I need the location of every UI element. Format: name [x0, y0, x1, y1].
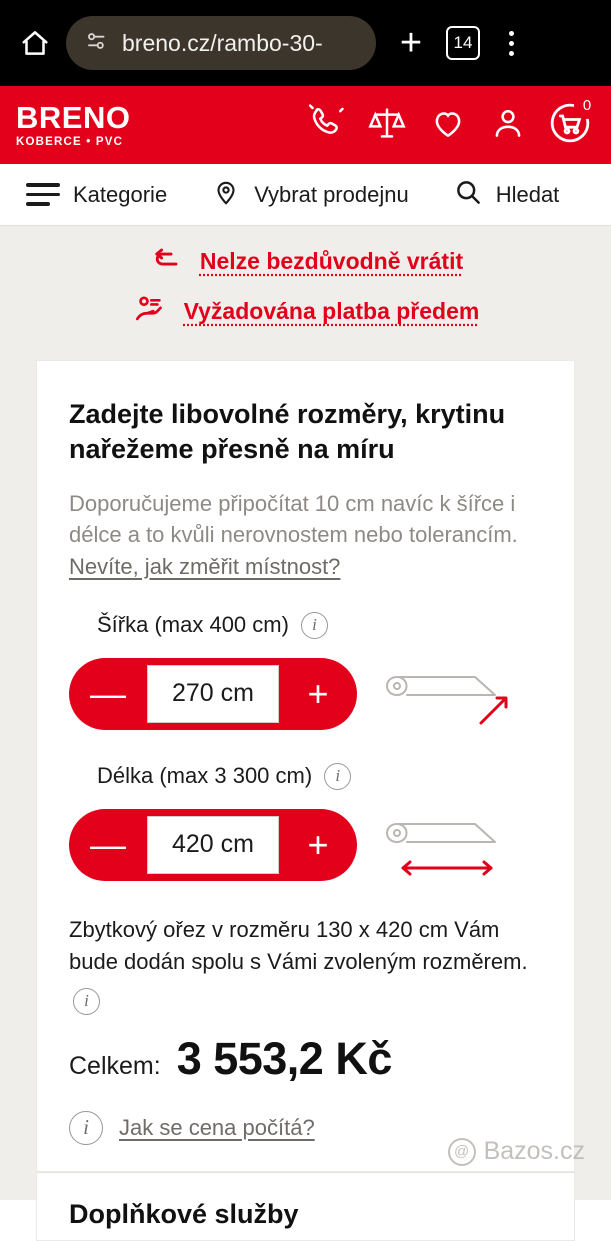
- carpet-roll-length-icon: [379, 802, 519, 888]
- width-input[interactable]: 270 cm: [147, 665, 279, 723]
- brand-logo[interactable]: [16, 102, 130, 148]
- cart-count-badge: 0: [574, 93, 600, 119]
- nav-item-vybrat-prodejnu[interactable]: [167, 177, 409, 213]
- at-sign-icon: @: [448, 1138, 476, 1166]
- browser-menu-icon[interactable]: [494, 31, 528, 56]
- measure-hint-text: Doporučujeme připočítat 10 cm navíc k šířce i délce a to kvůli nerovnostem nebo tolerancím.: [69, 491, 518, 548]
- trim-note: [69, 914, 542, 1015]
- total-price: 3 553,2 Kč: [176, 1032, 392, 1084]
- phone-icon[interactable]: [307, 104, 345, 147]
- heart-icon[interactable]: [429, 104, 467, 147]
- length-increment-button[interactable]: +: [307, 823, 329, 865]
- carpet-roll-width-icon: [379, 651, 519, 737]
- total-label: Celkem:: [69, 1051, 161, 1080]
- width-decrement-button[interactable]: —: [90, 672, 126, 714]
- card-title: Zadejte libovolné rozměry, krytinu nařežeme přesně na míru: [69, 399, 506, 464]
- url-bar[interactable]: [66, 16, 376, 70]
- width-field-label: [97, 612, 542, 639]
- search-icon: [453, 177, 483, 213]
- site-header: [0, 86, 611, 164]
- header-icon-group: [130, 97, 595, 149]
- nav-item-hledat-label: Hledat: [495, 181, 560, 207]
- user-icon[interactable]: [489, 104, 527, 147]
- measure-hint: [69, 488, 542, 582]
- measure-room-link[interactable]: Nevíte, jak změřit místnost?: [69, 553, 341, 579]
- return-arrow-icon: [148, 244, 184, 279]
- notice-no-return[interactable]: [0, 244, 611, 279]
- hamburger-icon: [26, 183, 60, 206]
- tab-counter-button[interactable]: 14: [446, 26, 480, 60]
- browser-toolbar: [0, 0, 611, 86]
- compare-scales-icon[interactable]: [367, 103, 407, 148]
- width-increment-button[interactable]: +: [307, 672, 329, 714]
- nav-item-kategorie-label: Kategorie: [73, 181, 168, 207]
- info-icon[interactable]: i: [301, 612, 328, 639]
- hand-coins-icon: [132, 293, 168, 330]
- cart-icon[interactable]: [549, 97, 592, 149]
- custom-size-card: [36, 360, 575, 1172]
- additional-services-card: [36, 1172, 575, 1241]
- nav-item-vybrat-prodejnu-label: Vybrat prodejnu: [254, 181, 409, 207]
- home-icon[interactable]: [18, 26, 52, 60]
- price-calculation-link[interactable]: Jak se cena počítá?: [119, 1114, 315, 1140]
- page-content: [0, 226, 611, 1229]
- site-permissions-icon[interactable]: [84, 28, 110, 59]
- product-notices: [0, 240, 611, 360]
- trim-note-text: Zbytkový ořez v rozměru 130 x 420 cm Vám bude dodán spolu s Vámi zvoleným rozměrem.: [69, 916, 528, 974]
- brand-logo-main: BRENO: [16, 100, 131, 135]
- notice-prepayment[interactable]: [0, 293, 611, 330]
- notice-prepayment-text: Vyžadována platba předem: [183, 298, 480, 324]
- watermark-text: Bazos.cz: [483, 1137, 585, 1165]
- length-field-label: [97, 763, 542, 790]
- info-icon[interactable]: i: [69, 1111, 103, 1145]
- length-stepper[interactable]: [69, 809, 357, 881]
- url-text[interactable]: breno.cz/rambo-30-: [122, 29, 323, 56]
- info-icon[interactable]: i: [73, 988, 100, 1015]
- total-row: [69, 1033, 542, 1085]
- length-label-text: Délka (max 3 300 cm): [97, 763, 313, 789]
- length-input[interactable]: 420 cm: [147, 816, 279, 874]
- width-stepper[interactable]: [69, 658, 357, 730]
- nav-item-kategorie[interactable]: [0, 182, 167, 208]
- length-decrement-button[interactable]: —: [90, 823, 126, 865]
- width-stepper-row: [69, 651, 542, 737]
- watermark: [448, 1137, 585, 1166]
- primary-nav: [0, 164, 611, 226]
- additional-services-title: Doplňkové služby: [69, 1198, 299, 1229]
- info-icon[interactable]: i: [324, 763, 351, 790]
- brand-logo-sub: KOBERCE • PVC: [16, 136, 124, 148]
- notice-no-return-text: Nelze bezdůvodně vrátit: [199, 248, 464, 274]
- nav-item-hledat[interactable]: [409, 177, 560, 213]
- map-pin-icon: [211, 177, 241, 213]
- width-label-text: Šířka (max 400 cm): [97, 612, 289, 638]
- length-stepper-row: [69, 802, 542, 888]
- new-tab-button[interactable]: +: [399, 22, 423, 64]
